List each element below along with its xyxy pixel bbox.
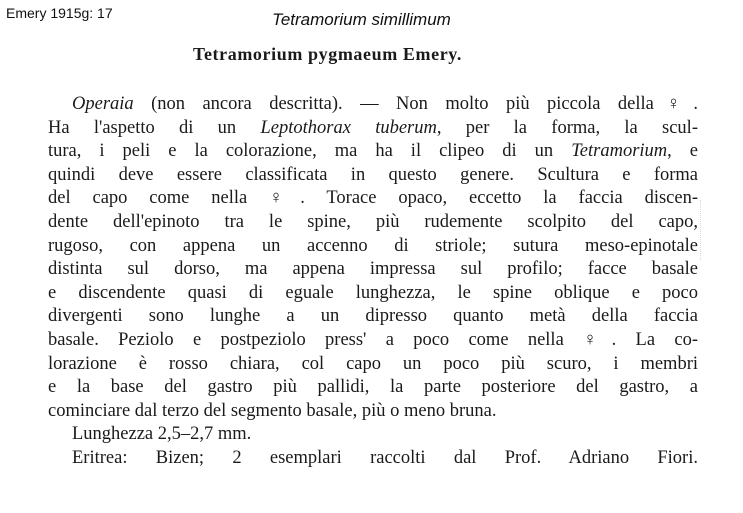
text-line	[48, 164, 698, 188]
text-line	[48, 235, 698, 259]
text-segment: rugoso, con appena un accenno di striole; sutura meso-epinotale	[48, 235, 698, 256]
text-line	[48, 282, 698, 306]
text-line	[48, 187, 698, 211]
text-line	[48, 117, 698, 141]
text-line	[48, 400, 698, 424]
text-segment: lorazione è rosso chiara, col capo un poco più scuro, i membri	[48, 353, 698, 374]
text-segment: dente dell'epinoto tra le spine, più rudemente scolpito del capo,	[48, 211, 698, 232]
text-segment: cominciare dal terzo del segmento basale, più o meno bruna.	[48, 400, 497, 421]
text-line	[48, 211, 698, 235]
text-line	[48, 329, 698, 353]
text-line	[48, 305, 698, 329]
italic-term: Tetramorium	[571, 141, 668, 162]
text-segment: divergenti sono lunghe a un dipresso quanto metà della faccia	[48, 306, 698, 327]
italic-term: Operaia	[72, 94, 134, 114]
text-line	[48, 447, 698, 471]
scan-speckle	[700, 200, 703, 260]
text-line	[48, 376, 698, 400]
text-segment: , e	[667, 141, 698, 162]
species-heading: Tetramorium pygmaeum Emery.	[193, 44, 462, 64]
text-segment: basale. Peziolo e postpeziolo press' a poco come nella ♀. La co-	[48, 329, 698, 350]
text-segment: quindi deve essere classificata in questo genere. Scultura e forma	[48, 164, 698, 185]
text-segment: , per la forma, la scul-	[436, 117, 698, 138]
text-line	[48, 423, 698, 447]
text-segment: e la base del gastro più pallidi, la parte posteriore del gastro, a	[48, 377, 698, 398]
species-label: Tetramorium simillimum	[272, 10, 451, 29]
text-segment: e discendente quasi di eguale lunghezza, le spine oblique e poco	[48, 282, 698, 303]
text-segment: del capo come nella ♀. Torace opaco, eccetto la faccia discen-	[48, 188, 698, 209]
text-segment: Lunghezza 2,5–2,7 mm.	[72, 424, 252, 445]
text-segment: (non ancora descritta). — Non molto più piccola della♀.	[133, 94, 698, 114]
description-text	[48, 93, 698, 471]
text-line	[48, 93, 698, 117]
italic-term: Leptothorax tuberum	[260, 117, 437, 138]
text-segment: Ha l'aspetto di un	[48, 117, 261, 138]
text-line	[48, 353, 698, 377]
text-line	[48, 258, 698, 282]
text-segment: tura, i peli e la colorazione, ma ha il clipeo di un	[48, 141, 572, 162]
text-segment: distinta sul dorso, ma appena impressa sul profilo; facce basale	[48, 259, 698, 280]
citation-reference: Emery 1915g: 17	[6, 5, 113, 21]
text-line	[48, 140, 698, 164]
text-segment: Eritrea: Bizen; 2 esemplari raccolti dal Prof. Adriano Fiori.	[72, 447, 698, 468]
